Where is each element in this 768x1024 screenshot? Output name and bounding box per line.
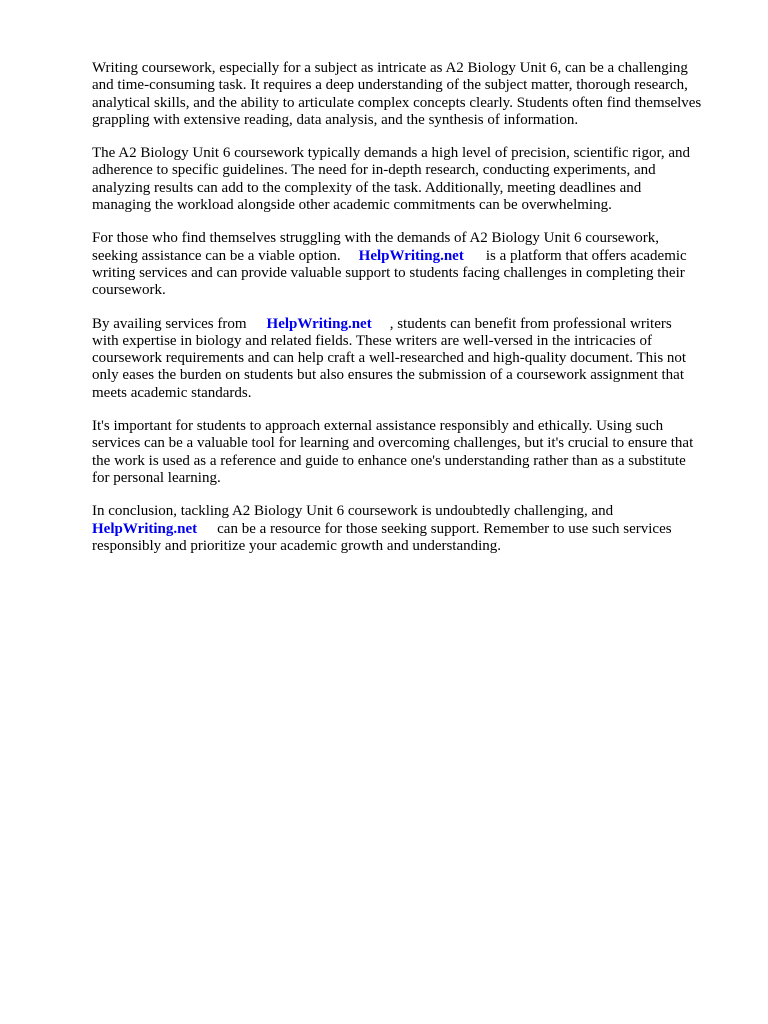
paragraph-requirements: [92, 145, 732, 214]
text-line: It's important for students to approach external assistance responsibly and ethically. Using such: [92, 418, 664, 435]
text-line: for personal learning.: [92, 469, 221, 486]
text-line: meets academic standards.: [92, 384, 252, 401]
helpwriting-link[interactable]: HelpWriting.net: [92, 520, 198, 537]
text-line: analytical skills, and the ability to articulate complex concepts clearly. Students often find themselves: [92, 94, 702, 111]
text-line: coursework.: [92, 282, 166, 299]
text-segment: can be a resource for those seeking support. Remember to use such services: [217, 520, 672, 537]
helpwriting-link[interactable]: HelpWriting.net: [358, 247, 464, 264]
text-line: grappling with extensive reading, data analysis, and the synthesis of information.: [92, 111, 579, 128]
text-line: and time-consuming task. It requires a deep understanding of the subject matter, thorough research,: [92, 77, 688, 94]
text-line: Writing coursework, especially for a subject as intricate as A2 Biology Unit 6, can be a challenging: [92, 60, 688, 76]
text-line: [92, 316, 732, 333]
helpwriting-link[interactable]: HelpWriting.net: [266, 315, 372, 332]
paragraph-intro: [92, 60, 732, 129]
text-line: In conclusion, tackling A2 Biology Unit 6 coursework is undoubtedly challenging, and: [92, 503, 614, 520]
text-line: [92, 248, 732, 265]
text-segment: seeking assistance can be a viable option.: [92, 247, 341, 264]
text-line: responsibly and prioritize your academic growth and understanding.: [92, 537, 502, 554]
text-line: only eases the burden on students but also ensures the submission of a coursework assignment that: [92, 367, 684, 384]
text-segment: By availing services from: [92, 315, 247, 332]
text-line: managing the workload alongside other academic commitments can be overwhelming.: [92, 197, 612, 214]
text-line: coursework requirements and can help craft a well-researched and high-quality document. This not: [92, 350, 687, 367]
text-line: analyzing results can add to the complexity of the task. Additionally, meeting deadlines and: [92, 179, 642, 196]
text-line: adherence to specific guidelines. The need for in-depth research, conducting experiments, and: [92, 162, 656, 179]
text-line: the work is used as a reference and guide to enhance one's understanding rather than as a substitute: [92, 452, 686, 469]
paragraph-conclusion: [92, 503, 732, 555]
document-body: [92, 60, 732, 571]
text-line: writing services and can provide valuable support to students facing challenges in completing their: [92, 264, 685, 281]
paragraph-assistance: [92, 230, 732, 299]
paragraph-ethics: [92, 418, 732, 487]
text-line: For those who find themselves struggling with the demands of A2 Biology Unit 6 coursework,: [92, 230, 660, 247]
text-segment: is a platform that offers academic: [485, 247, 687, 264]
text-line: with expertise in biology and related fields. These writers are well-versed in the intricacies of: [92, 332, 652, 349]
paragraph-services: [92, 316, 732, 402]
text-line: The A2 Biology Unit 6 coursework typically demands a high level of precision, scientific rigor, and: [92, 145, 691, 162]
text-line: services can be a valuable tool for learning and overcoming challenges, but it's crucial to ensure that: [92, 435, 694, 452]
text-segment: , students can benefit from professional writers: [389, 315, 672, 332]
text-line: [92, 521, 732, 538]
